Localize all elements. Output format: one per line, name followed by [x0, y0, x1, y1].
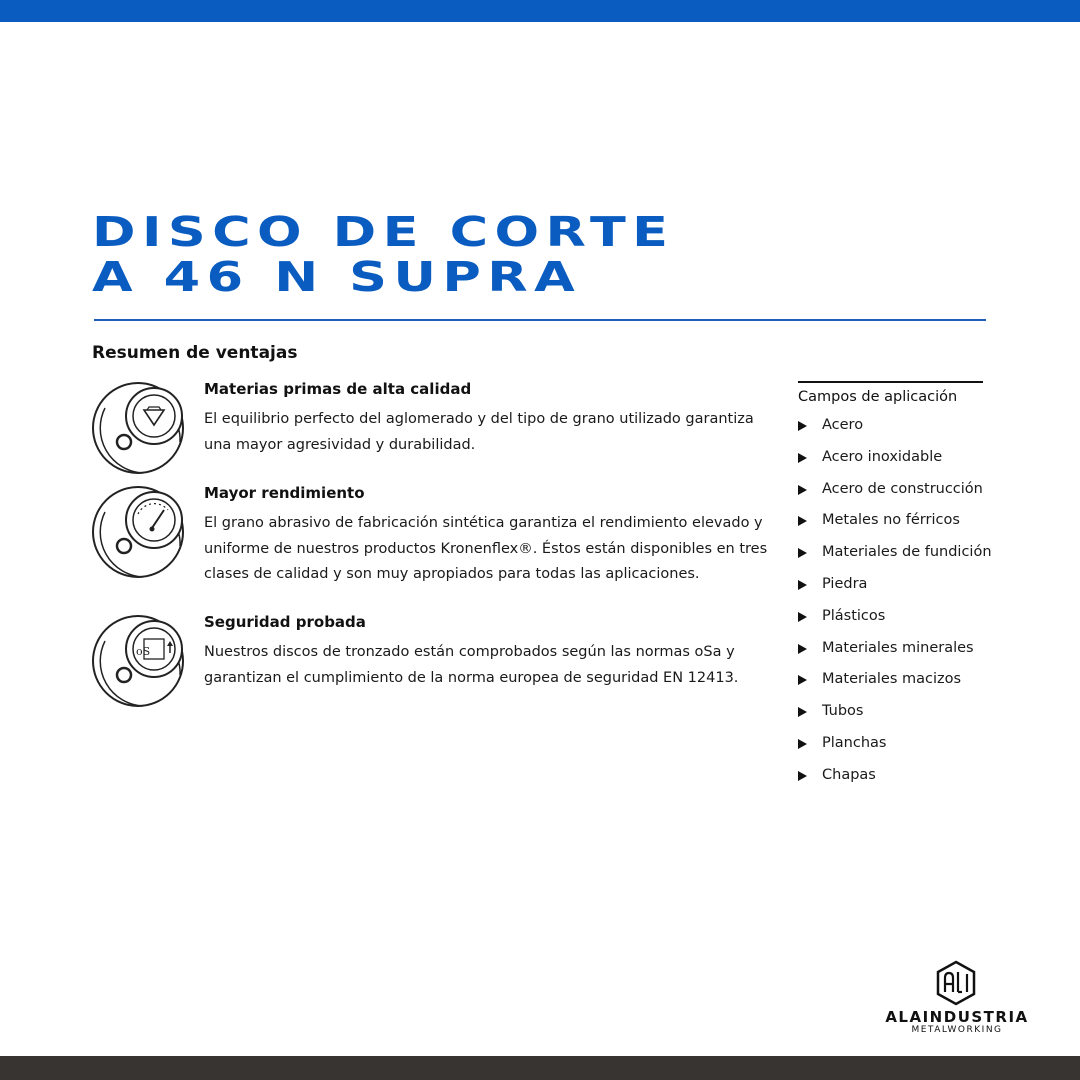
- list-item-label: Acero de construcción: [822, 480, 983, 497]
- title-line-2: A 46 N SUPRA: [92, 253, 582, 301]
- advantage-title: Mayor rendimiento: [204, 484, 365, 502]
- list-item-label: Tubos: [822, 703, 864, 720]
- bullet-triangle-icon: [798, 548, 807, 558]
- applications-panel: [798, 381, 992, 799]
- applications-list: [798, 417, 992, 799]
- advantage-title: Materias primas de alta calidad: [204, 380, 472, 398]
- brand-logo: [868, 960, 1046, 1040]
- list-item-label: Metales no férricos: [822, 512, 960, 529]
- list-item: [798, 735, 983, 767]
- list-item-label: Acero: [822, 417, 864, 433]
- title-line-1: DISCO DE CORTE: [92, 208, 675, 256]
- list-item-label: Materiales macizos: [822, 671, 962, 688]
- list-item-label: Plásticos: [822, 607, 886, 624]
- list-item-label: Materiales minerales: [822, 639, 974, 656]
- footer-bar: [0, 1056, 1080, 1080]
- bullet-triangle-icon: [798, 675, 807, 685]
- bullet-triangle-icon: [798, 739, 807, 749]
- bullet-triangle-icon: [798, 580, 807, 590]
- list-item: [798, 640, 983, 672]
- osa-safety-icon: [90, 613, 188, 709]
- list-item: [798, 608, 983, 640]
- list-item-label: Piedra: [822, 575, 868, 592]
- logo-name: ALAINDUSTRIA: [885, 1008, 1029, 1026]
- list-item-label: Planchas: [822, 734, 887, 751]
- bullet-triangle-icon: [798, 516, 807, 526]
- bullet-triangle-icon: [798, 707, 807, 717]
- list-item: [798, 417, 983, 449]
- list-item-label: Chapas: [822, 766, 876, 783]
- bullet-triangle-icon: [798, 771, 807, 781]
- list-item: [798, 449, 983, 481]
- advantage-text: Nuestros discos de tronzado están comprobados según las normas oSa y garantizan el cumplimiento de la norma europea de seguridad EN 12413.: [204, 644, 739, 686]
- logo-subtitle: METALWORKING: [911, 1025, 1003, 1035]
- top-accent-bar: [0, 0, 1080, 22]
- list-item: [798, 703, 983, 735]
- advantage-text: El grano abrasivo de fabricación sintética garantiza el rendimiento elevado y uniforme de nuestros productos Kronenflex®. Éstos están disponibles en tres clases de calidad y son muy apropiados para todas las aplicaciones.: [204, 515, 768, 582]
- list-item: [798, 481, 983, 513]
- bullet-triangle-icon: [798, 612, 807, 622]
- bullet-triangle-icon: [798, 485, 807, 495]
- page-title: [92, 210, 988, 300]
- gauge-icon: [90, 484, 188, 580]
- title-divider: [94, 319, 986, 321]
- bullet-triangle-icon: [798, 453, 807, 463]
- list-item: [798, 767, 983, 799]
- list-item: [798, 512, 983, 544]
- list-item-label: Materiales de fundición: [822, 544, 992, 561]
- list-item: [798, 671, 983, 703]
- list-item: [798, 576, 983, 608]
- applications-heading: Campos de aplicación: [798, 389, 958, 405]
- diamond-icon: [90, 380, 188, 476]
- list-item: [798, 544, 992, 576]
- advantage-text: El equilibrio perfecto del aglomerado y del tipo de grano utilizado garantiza una mayor agresividad y durabilidad.: [204, 411, 754, 453]
- applications-divider: [798, 381, 983, 383]
- osa-icon-label: oS: [136, 645, 151, 658]
- bullet-triangle-icon: [798, 421, 807, 431]
- advantage-title: Seguridad probada: [204, 613, 366, 631]
- ali-shield-logo-icon: [935, 960, 977, 1006]
- list-item-label: Acero inoxidable: [822, 448, 943, 465]
- section-heading: Resumen de ventajas: [92, 343, 298, 363]
- bullet-triangle-icon: [798, 644, 807, 654]
